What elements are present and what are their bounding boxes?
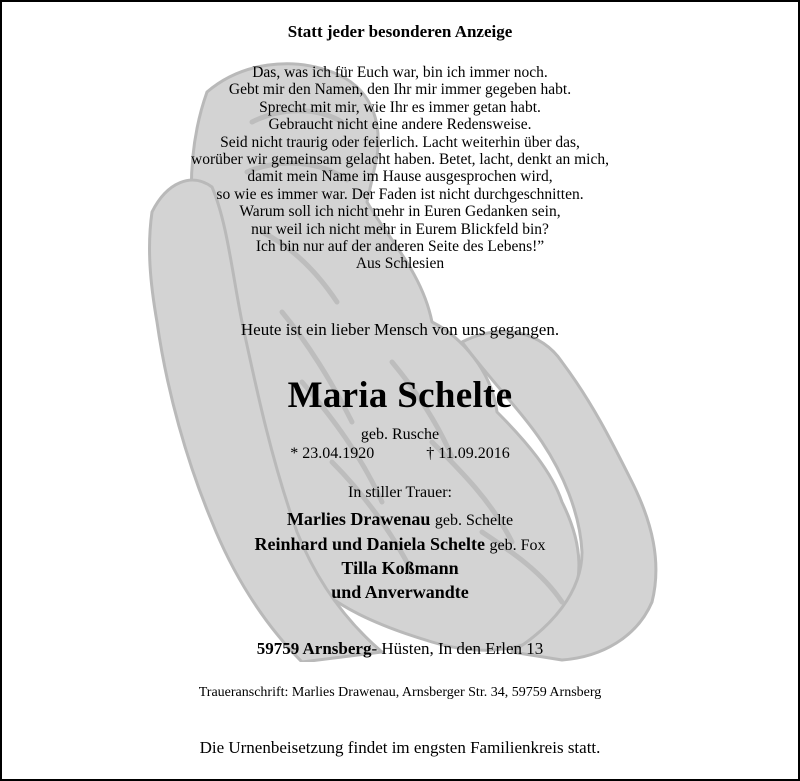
life-dates — [2, 445, 798, 463]
poem-line: Gebraucht nicht eine andere Redensweise. — [268, 116, 532, 134]
mourner-note: geb. Schelte — [434, 512, 514, 529]
death-date: † 11.09.2016 — [426, 445, 510, 462]
mourner-name: Reinhard und Daniela Schelte — [254, 533, 486, 554]
notice-header: Statt jeder besonderen Anzeige — [287, 22, 513, 41]
family-address — [2, 639, 798, 659]
deceased-name: Maria Schelte — [287, 375, 513, 416]
mourner-name: Tilla Koßmann — [341, 558, 459, 578]
mourners-list — [2, 508, 798, 604]
intro-text: Heute ist ein lieber Mensch von uns gegangen. — [240, 320, 560, 339]
poem-line: damit mein Name im Hause ausgesprochen wird, — [247, 168, 553, 186]
mourner-line — [2, 557, 798, 581]
mourner-note: geb. Fox — [489, 536, 546, 554]
poem-line: Sprecht mit mir, wie Ihr es immer getan habt. — [259, 98, 541, 116]
mourning-label: In stiller Trauer: — [348, 484, 452, 501]
poem — [2, 64, 798, 273]
mourner-name: Marlies Drawenau — [286, 509, 431, 529]
condolence-address: Traueranschrift: Marlies Drawenau, Arnsberger Str. 34, 59759 Arnsberg — [198, 685, 602, 700]
maiden-name: geb. Rusche — [360, 426, 440, 443]
address-city: 59759 Arnsberg — [256, 639, 372, 658]
burial-note: Die Urnenbeisetzung findet im engsten Familienkreis statt. — [199, 738, 601, 757]
poem-line: Ich bin nur auf der anderen Seite des Lebens!” — [255, 238, 545, 256]
poem-line: Seid nicht traurig oder feierlich. Lacht weiterhin über das, — [220, 133, 580, 151]
poem-line: Das, was ich für Euch war, bin ich immer noch. — [252, 64, 548, 81]
poem-line: nur weil ich nicht mehr in Eurem Blickfeld bin? — [251, 220, 549, 238]
poem-line: Warum soll ich nicht mehr in Euren Gedanken sein, — [239, 203, 561, 221]
birth-date: * 23.04.1920 — [290, 445, 375, 462]
poem-line: so wie es immer war. Der Faden ist nicht durchgeschnitten. — [216, 185, 584, 203]
address-street: - Hüsten, In den Erlen 13 — [371, 639, 544, 658]
poem-line: worüber wir gemeinsam gelacht haben. Betet, lacht, denkt an mich, — [191, 151, 609, 169]
mourner-line — [2, 533, 798, 558]
poem-line: Gebt mir den Namen, den Ihr mir immer gegeben habt. — [228, 81, 572, 99]
poem-source: Aus Schlesien — [355, 255, 445, 273]
mourner-line — [2, 508, 798, 533]
mourner-line — [2, 581, 798, 605]
mourner-name: und Anverwandte — [331, 581, 469, 602]
